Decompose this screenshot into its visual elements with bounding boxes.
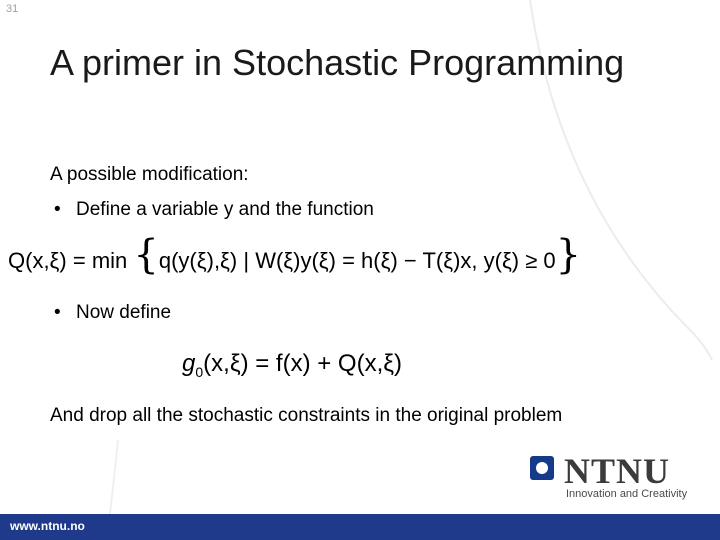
slide-title: A primer in Stochastic Programming bbox=[50, 42, 625, 83]
bullet-dot: • bbox=[54, 199, 61, 220]
logo-wordmark: NTNU bbox=[564, 451, 671, 491]
right-brace: } bbox=[555, 232, 582, 278]
formula2-lhs: g bbox=[182, 350, 196, 377]
formula1-min: min bbox=[91, 248, 128, 273]
conclusion-text: And drop all the stochastic constraints in the original problem bbox=[50, 405, 563, 426]
formula2-subscript: 0 bbox=[195, 363, 204, 380]
formula1-eq: = bbox=[72, 248, 86, 273]
formula1-part2: W(ξ)y(ξ) = h(ξ) − T(ξ)x, y(ξ) ≥ 0 bbox=[255, 248, 556, 273]
formula1-separator: | bbox=[243, 248, 250, 273]
logo-tagline: Innovation and Creativity bbox=[566, 488, 688, 500]
formula2-rhs: = f(x) + Q(x,ξ) bbox=[255, 350, 402, 377]
bullet-text-1: Define a variable y and the function bbox=[76, 199, 374, 220]
formula-g0-definition bbox=[182, 350, 402, 380]
footer-url: www.ntnu.no bbox=[10, 519, 85, 533]
intro-text: A possible modification: bbox=[50, 164, 249, 185]
footer-bar bbox=[0, 514, 720, 540]
formula-q-definition bbox=[8, 232, 581, 278]
formula1-lhs: Q(x,ξ) bbox=[8, 248, 67, 273]
left-brace: { bbox=[133, 232, 159, 278]
slide-number: 31 bbox=[6, 3, 19, 15]
bullet-text-2: Now define bbox=[76, 302, 172, 323]
bullet-dot: • bbox=[54, 302, 61, 323]
formula1-part1: q(y(ξ),ξ) bbox=[158, 248, 238, 273]
formula2-args: (x,ξ) bbox=[203, 350, 249, 377]
ntnu-logo-icon bbox=[530, 456, 554, 480]
